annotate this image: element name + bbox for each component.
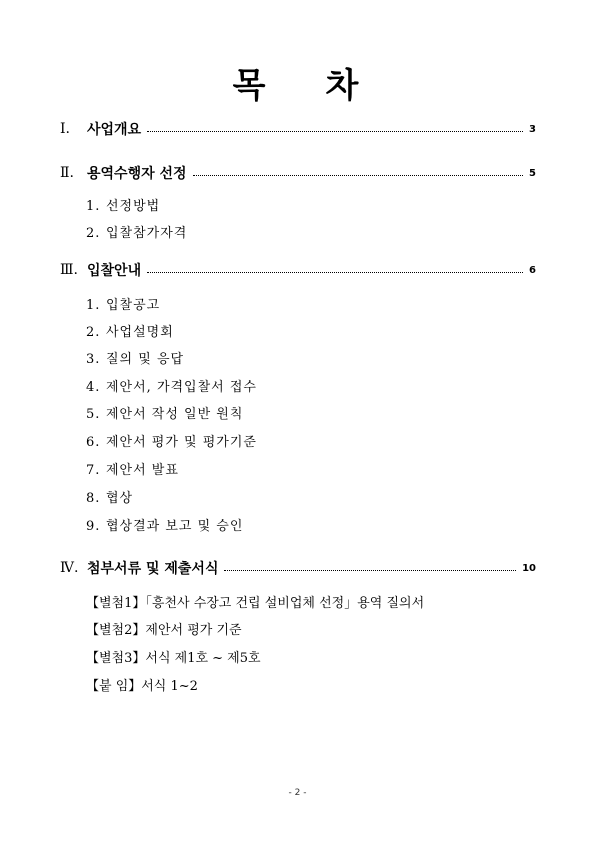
item-number: 5. xyxy=(86,407,101,422)
title-part-2: 차 xyxy=(325,66,363,106)
toc-item[interactable] xyxy=(86,431,257,450)
toc-item[interactable] xyxy=(86,459,179,478)
item-label: 제안서, 가격입찰서 접수 xyxy=(106,380,257,395)
item-number: 9. xyxy=(86,519,101,534)
item-number: 4. xyxy=(86,380,101,395)
item-label: 협상 xyxy=(106,491,134,506)
section-title: 용역수행자 선정 xyxy=(87,166,187,182)
attachment-item[interactable]: 【별첨1】「흥천사 수장고 건립 설비업체 선정」용역 질의서 xyxy=(86,596,425,611)
section-page-number: 5 xyxy=(529,167,536,179)
section-title: 입찰안내 xyxy=(87,263,142,279)
toc-item[interactable] xyxy=(86,348,184,367)
item-label: 사업설명회 xyxy=(106,325,174,340)
item-number: 2. xyxy=(86,226,101,241)
item-label: 제안서 작성 일반 원칙 xyxy=(106,407,244,422)
toc-item[interactable] xyxy=(86,403,243,422)
item-number: 8. xyxy=(86,491,101,506)
section-page-number: 10 xyxy=(522,562,536,574)
item-number: 6. xyxy=(86,435,101,450)
attachment-item[interactable]: 【별첨2】제안서 평가 기준 xyxy=(86,623,242,638)
toc-section-2[interactable] xyxy=(60,163,536,183)
section-numeral: Ⅱ. xyxy=(60,165,74,181)
section-title: 사업개요 xyxy=(87,122,142,138)
title-part-1: 목 xyxy=(232,66,270,106)
item-number: 1. xyxy=(86,298,101,313)
section-numeral: Ⅰ. xyxy=(60,121,70,137)
dot-leader xyxy=(193,175,523,176)
toc-item[interactable] xyxy=(86,487,133,506)
page-number-footer: - 2 - xyxy=(288,788,307,798)
toc-item[interactable] xyxy=(86,195,160,214)
section-title: 첨부서류 및 제출서식 xyxy=(87,561,219,577)
section-page-number: 3 xyxy=(529,123,536,135)
item-label: 제안서 평가 및 평가기준 xyxy=(106,435,257,450)
toc-item[interactable] xyxy=(86,321,174,340)
item-label: 협상결과 보고 및 승인 xyxy=(106,519,244,534)
item-number: 3. xyxy=(86,352,101,367)
toc-section-4[interactable] xyxy=(60,558,536,578)
section-numeral: Ⅳ. xyxy=(60,560,79,576)
dot-leader xyxy=(147,131,523,132)
item-number: 7. xyxy=(86,463,101,478)
item-label: 입찰공고 xyxy=(106,298,161,313)
item-label: 선정방법 xyxy=(106,199,161,214)
toc-item[interactable] xyxy=(86,376,257,395)
dot-leader xyxy=(147,272,523,273)
attachment-item[interactable]: 【붙 임】서식 1~2 xyxy=(86,679,198,694)
page-title xyxy=(0,58,595,107)
toc-item[interactable] xyxy=(86,515,243,534)
toc-item[interactable] xyxy=(86,222,187,241)
item-number: 1. xyxy=(86,199,101,214)
section-page-number: 6 xyxy=(529,264,536,276)
toc-item[interactable] xyxy=(86,294,160,313)
toc-section-1[interactable] xyxy=(60,119,536,139)
item-number: 2. xyxy=(86,325,101,340)
item-label: 입찰참가자격 xyxy=(106,226,188,241)
item-label: 질의 및 응답 xyxy=(106,352,185,367)
section-numeral: Ⅲ. xyxy=(60,262,78,278)
item-label: 제안서 발표 xyxy=(106,463,179,478)
attachment-item[interactable]: 【별첨3】서식 제1호 ~ 제5호 xyxy=(86,651,261,666)
dot-leader xyxy=(224,570,516,571)
toc-section-3[interactable] xyxy=(60,260,536,280)
